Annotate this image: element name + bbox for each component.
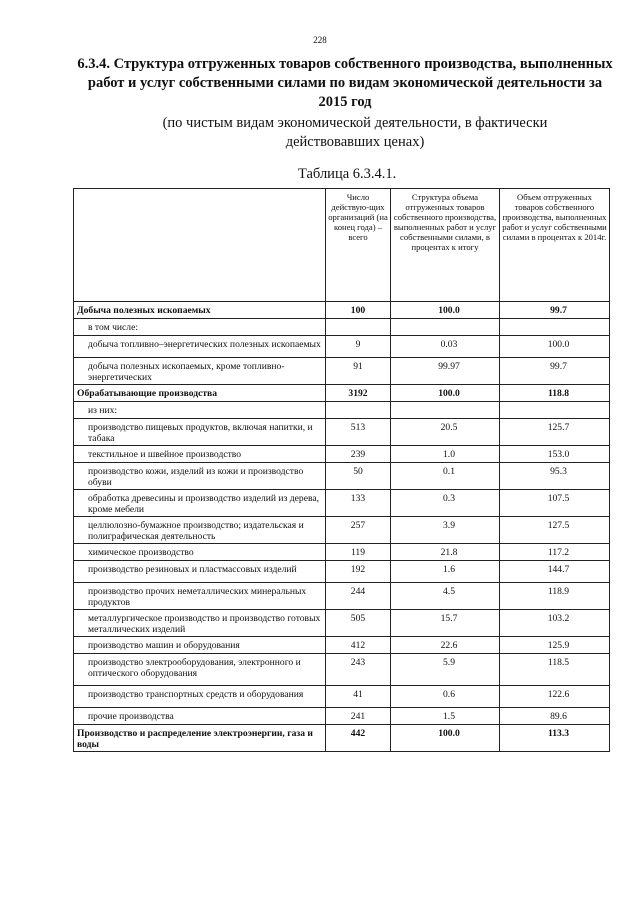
activity-cell: металлургическое производство и производство готовых металлических изделий [74, 610, 326, 637]
count-cell: 119 [326, 544, 391, 561]
count-cell: 133 [326, 490, 391, 517]
structure-cell [391, 402, 500, 419]
table-row [74, 490, 610, 517]
activity-cell: целлюлозно-бумажное производство; издательская и полиграфическая деятельность [74, 517, 326, 544]
index-cell: 144.7 [500, 561, 610, 583]
index-cell: 99.7 [500, 358, 610, 385]
structure-cell: 20.5 [391, 419, 500, 446]
index-cell: 95.3 [500, 463, 610, 490]
index-cell [500, 402, 610, 419]
table-row [74, 725, 610, 752]
index-cell: 103.2 [500, 610, 610, 637]
structure-cell: 1.6 [391, 561, 500, 583]
count-cell: 91 [326, 358, 391, 385]
index-cell: 99.7 [500, 302, 610, 319]
count-cell: 257 [326, 517, 391, 544]
activity-cell: производство прочих неметаллических минеральных продуктов [74, 583, 326, 610]
activity-cell: Производство и распределение электроэнергии, газа и воды [74, 725, 326, 752]
table-row [74, 446, 610, 463]
count-cell: 41 [326, 686, 391, 708]
table-row [74, 583, 610, 610]
table-row [74, 610, 610, 637]
activity-cell: обработка древесины и производство изделий из дерева, кроме мебели [74, 490, 326, 517]
table-row [74, 336, 610, 358]
structure-cell [391, 319, 500, 336]
index-cell: 100.0 [500, 336, 610, 358]
structure-cell: 1.0 [391, 446, 500, 463]
structure-cell: 21.8 [391, 544, 500, 561]
count-cell: 50 [326, 463, 391, 490]
activity-cell: в том числе: [74, 319, 326, 336]
header-activity [74, 189, 326, 302]
structure-cell: 0.03 [391, 336, 500, 358]
count-cell: 442 [326, 725, 391, 752]
index-cell: 125.9 [500, 637, 610, 654]
table-row [74, 561, 610, 583]
structure-cell: 22.6 [391, 637, 500, 654]
header-structure-percent: Структура объема отгруженных товаров собственного производства, выполненных работ и услуг собственными силами, в процентах к итогу [391, 189, 500, 302]
count-cell: 9 [326, 336, 391, 358]
index-cell: 113.3 [500, 725, 610, 752]
structure-cell: 100.0 [391, 385, 500, 402]
structure-cell: 1.5 [391, 708, 500, 725]
index-cell: 118.5 [500, 654, 610, 686]
activity-cell: производство пищевых продуктов, включая напитки, и табака [74, 419, 326, 446]
document-title: 6.3.4. Структура отгруженных товаров собственного производства, выполненных работ и услуг собственными силами по видам экономической деятельности за 2015 год [77, 56, 613, 110]
structure-cell: 0.3 [391, 490, 500, 517]
activity-cell: производство кожи, изделий из кожи и производство обуви [74, 463, 326, 490]
index-cell: 153.0 [500, 446, 610, 463]
count-cell: 3192 [326, 385, 391, 402]
table-label: Таблица 6.3.4.1. [298, 166, 397, 182]
count-cell [326, 402, 391, 419]
index-cell: 89.6 [500, 708, 610, 725]
table-row [74, 302, 610, 319]
count-cell [326, 319, 391, 336]
table-row [74, 637, 610, 654]
table-row [74, 319, 610, 336]
count-cell: 243 [326, 654, 391, 686]
activity-cell: из них: [74, 402, 326, 419]
activity-cell: текстильное и швейное производство [74, 446, 326, 463]
structure-cell: 15.7 [391, 610, 500, 637]
activity-cell: добыча топливно–энергетических полезных ископаемых [74, 336, 326, 358]
table-row [74, 517, 610, 544]
structure-cell: 4.5 [391, 583, 500, 610]
structure-cell: 99.97 [391, 358, 500, 385]
count-cell: 505 [326, 610, 391, 637]
count-cell: 241 [326, 708, 391, 725]
activity-cell: Добыча полезных ископаемых [74, 302, 326, 319]
count-cell: 192 [326, 561, 391, 583]
table-body [74, 302, 610, 752]
structure-cell: 100.0 [391, 302, 500, 319]
table-row [74, 402, 610, 419]
count-cell: 412 [326, 637, 391, 654]
table-row [74, 654, 610, 686]
activity-cell: химическое производство [74, 544, 326, 561]
activity-cell: производство резиновых и пластмассовых изделий [74, 561, 326, 583]
structure-cell: 100.0 [391, 725, 500, 752]
index-cell: 107.5 [500, 490, 610, 517]
table-row [74, 686, 610, 708]
count-cell: 100 [326, 302, 391, 319]
index-cell: 118.9 [500, 583, 610, 610]
table-header-row [74, 189, 610, 302]
index-cell: 127.5 [500, 517, 610, 544]
index-cell: 117.2 [500, 544, 610, 561]
table-row [74, 544, 610, 561]
header-volume-vs-2014: Объем отгруженных товаров собственного производства, выполненных работ и услуг собственными силами в процентах к 2014г. [500, 189, 610, 302]
table-row [74, 419, 610, 446]
activity-cell: добыча полезных ископаемых, кроме топливно-энергетических [74, 358, 326, 385]
structure-cell: 0.1 [391, 463, 500, 490]
count-cell: 513 [326, 419, 391, 446]
index-cell: 122.6 [500, 686, 610, 708]
structure-cell: 5.9 [391, 654, 500, 686]
table-row [74, 385, 610, 402]
header-organizations-count: Число действую-щих организаций (на конец года) – всего [326, 189, 391, 302]
table-row [74, 358, 610, 385]
table-row [74, 708, 610, 725]
activity-cell: производство машин и оборудования [74, 637, 326, 654]
activity-cell: прочие производства [74, 708, 326, 725]
document-subtitle: (по чистым видам экономической деятельности, в фактически действовавших ценах) [162, 115, 548, 150]
structure-cell: 0.6 [391, 686, 500, 708]
data-table [73, 188, 610, 752]
count-cell: 239 [326, 446, 391, 463]
index-cell: 125.7 [500, 419, 610, 446]
page-number: 228 [313, 35, 327, 45]
structure-cell: 3.9 [391, 517, 500, 544]
count-cell: 244 [326, 583, 391, 610]
activity-cell: производство электрооборудования, электронного и оптического оборудования [74, 654, 326, 686]
activity-cell: Обрабатывающие производства [74, 385, 326, 402]
activity-cell: производство транспортных средств и оборудования [74, 686, 326, 708]
index-cell: 118.8 [500, 385, 610, 402]
index-cell [500, 319, 610, 336]
table-row [74, 463, 610, 490]
